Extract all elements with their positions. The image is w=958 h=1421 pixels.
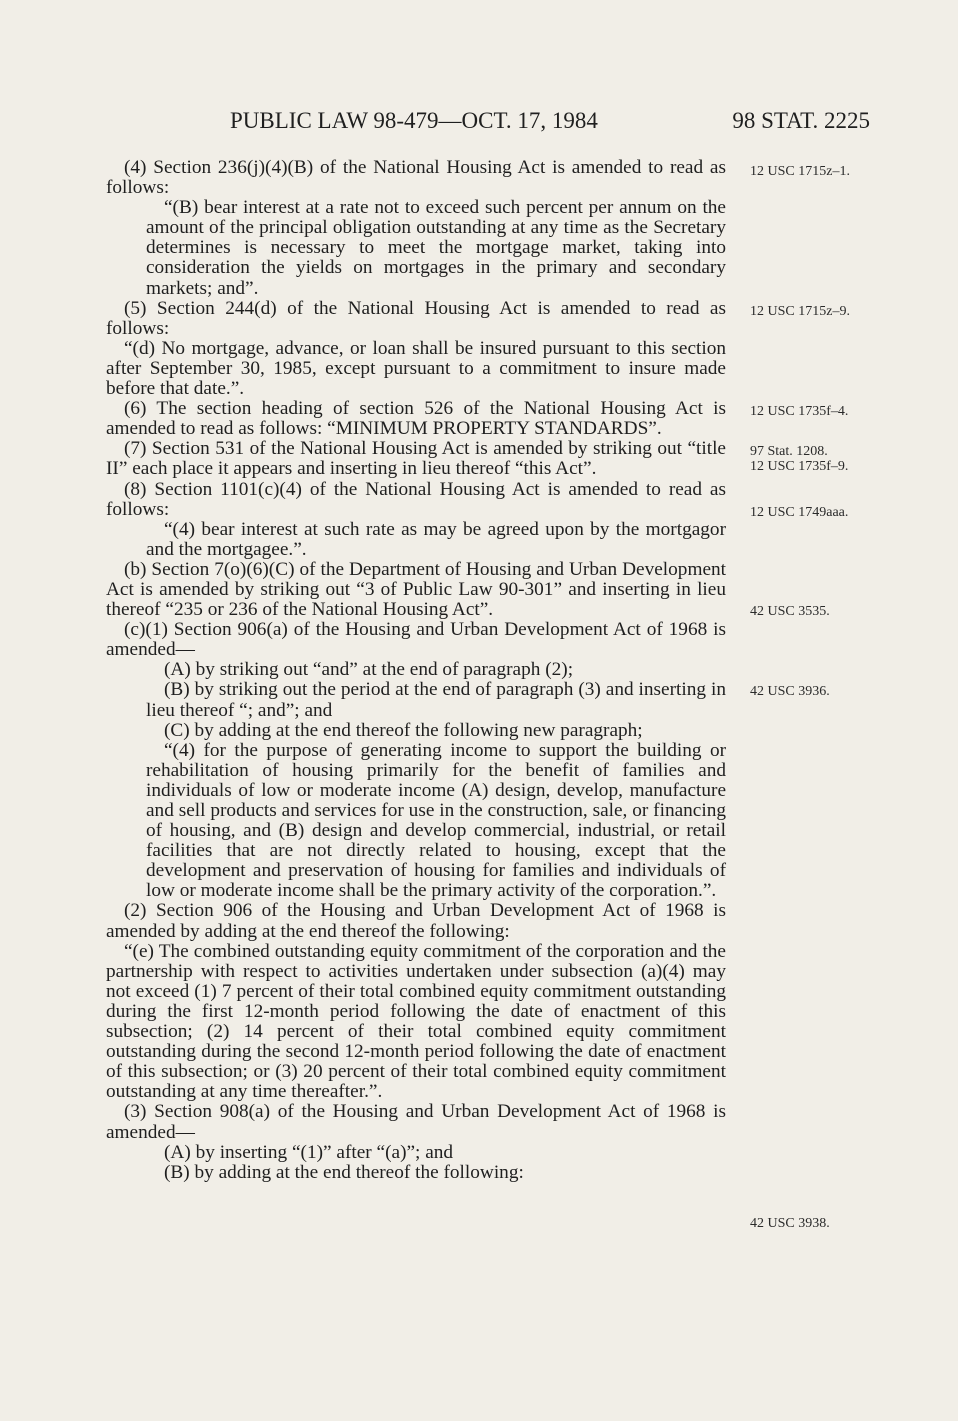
paragraph: “(4) bear interest at such rate as may be agreed upon by the mortgagor and the mortgagee.”. xyxy=(146,518,726,560)
margin-note-citation: 12 USC 1735f–4. xyxy=(750,404,849,419)
paragraph: (C) by adding at the end thereof the following new paragraph; xyxy=(164,719,643,741)
paragraph: (2) Section 906 of the Housing and Urban Development Act of 1968 is amended by adding at the end thereof the following: xyxy=(106,900,726,942)
header-law-citation: PUBLIC LAW 98-479—OCT. 17, 1984 xyxy=(230,108,598,133)
margin-note-citation: 97 Stat. 1208. xyxy=(750,444,828,459)
header-stat-page: 98 STAT. 2225 xyxy=(732,108,870,133)
paragraph: (4) Section 236(j)(4)(B) of the National Housing Act is amended to read as follows: xyxy=(106,157,726,199)
margin-note-citation: 42 USC 3535. xyxy=(750,604,830,619)
paragraph: (3) Section 908(a) of the Housing and Urban Development Act of 1968 is amended— xyxy=(106,1101,726,1143)
margin-note-citation: 12 USC 1749aaa. xyxy=(750,505,849,520)
margin-note-citation: 12 USC 1715z–9. xyxy=(750,304,850,319)
paragraph: (5) Section 244(d) of the National Housing Act is amended to read as follows: xyxy=(106,297,726,339)
margin-note-citation: 42 USC 3938. xyxy=(750,1216,830,1231)
paragraph: (B) by striking out the period at the end of paragraph (3) and inserting in lieu thereof “; and”; and xyxy=(146,679,726,721)
margin-note-citation: 12 USC 1715z–1. xyxy=(750,164,850,179)
paragraph: “(e) The combined outstanding equity commitment of the corporation and the partnership with respect to activities undertaken under subsection (a)(4) may not exceed (1) 7 percent of their total combined equity commitment outstanding during the first 12-month period following the date of enactment of this subsection; (2) 14 percent of their total combined equity commitment outstanding during the second 12-month period following the date of enactment of this subsection; or (3) 20 percent of their total combined equity commitment outstanding at any time thereafter.”. xyxy=(106,940,726,1103)
paragraph: “(B) bear interest at a rate not to exceed such percent per annum on the amount of the principal obligation outstanding at any time as the Secretary determines is necessary to meet the mortgage market, taking into consideration the yields on mortgages in the primary and secondary markets; and”. xyxy=(146,197,726,299)
paragraph: “(d) No mortgage, advance, or loan shall be insured pursuant to this section after September 30, 1985, except pursuant to a commitment to insure made before that date.”. xyxy=(106,337,726,400)
paragraph: (B) by adding at the end thereof the following: xyxy=(164,1161,524,1183)
body-text xyxy=(106,158,726,1183)
paragraph: (b) Section 7(o)(6)(C) of the Department of Housing and Urban Development Act is amended by striking out “3 of Public Law 90-301” and inserting in lieu thereof “235 or 236 of the National Housing Act”. xyxy=(106,558,726,621)
paragraph: (8) Section 1101(c)(4) of the National Housing Act is amended to read as follows: xyxy=(106,478,726,520)
paragraph: “(4) for the purpose of generating income to support the building or rehabilitation of housing primarily for the benefit of families and individuals of low or moderate income (A) design, develop, manufacture and sell products and services for use in the construction, sale, or financing of housing, and (B) design and develop commercial, industrial, or retail facilities that are not directly related to housing, except that the development and preservation of housing for families and individuals of low or moderate income shall be the primary activity of the corporation.”. xyxy=(146,739,726,902)
margin-note-citation: 12 USC 1735f–9. xyxy=(750,459,849,474)
paragraph: (7) Section 531 of the National Housing Act is amended by striking out “title II” each place it appears and inserting in lieu thereof “this Act”. xyxy=(106,438,726,480)
paragraph: (A) by inserting “(1)” after “(a)”; and xyxy=(164,1141,454,1163)
paragraph: (6) The section heading of section 526 of the National Housing Act is amended to read as follows: “MINIMUM PROPERTY STANDARDS”. xyxy=(106,398,726,440)
paragraph: (c)(1) Section 906(a) of the Housing and Urban Development Act of 1968 is amended— xyxy=(106,619,726,661)
paragraph: (A) by striking out “and” at the end of paragraph (2); xyxy=(164,659,574,681)
margin-note-citation: 42 USC 3936. xyxy=(750,684,830,699)
margin-notes xyxy=(750,0,950,1421)
